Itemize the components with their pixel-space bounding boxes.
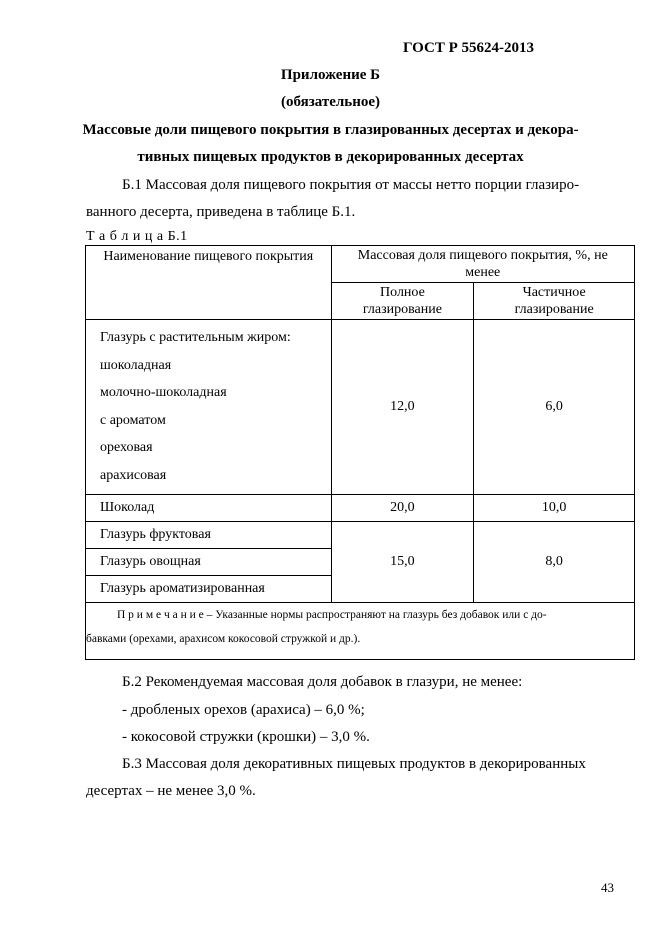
appendix-status: (обязательное) [280,94,381,110]
group1-names [86,320,332,495]
page-number: 43 [601,880,614,895]
table-note-row [86,602,635,659]
standard-number: ГОСТ Р 55624-2013 [402,40,534,56]
list-item: ореховая [100,440,153,456]
table-label: Т а б л и ц а Б.1 [86,229,188,244]
list-item: молочно-шоколадная [100,385,227,401]
header-full-glazing: Полное глазирование [331,283,474,320]
header-mass: Массовая доля пищевого покрытия, %, не менее [331,246,634,283]
group3-item: Глазурь ароматизированная [86,575,332,602]
group3-item: Глазурь овощная [86,548,332,575]
note-prefix: П р и м е ч а н и е [117,608,204,621]
note-text-line2: бавками (орехами, арахисом кокосовой стружкой и др.). [86,632,361,645]
table-row [86,320,635,495]
table-row [86,521,635,548]
list-item: арахисовая [100,467,167,483]
section-b1-line1: Б.1 Массовая доля пищевого покрытия от массы нетто порции глазиро- [122,177,580,193]
appendix-heading-line2: тивных пищевых продуктов в декорированных десертах [137,149,524,165]
coating-table [85,245,635,660]
note-text-line1: – Указанные нормы распространяют на глазурь без добавок или с до- [203,608,547,621]
section-b2-item2: - кокосовой стружки (крошки) – 3,0 %. [122,729,370,745]
group2-name: Шоколад [86,494,332,521]
group2-partial-value: 10,0 [474,494,635,521]
section-b3-line2: десертах – не менее 3,0 %. [86,783,256,799]
group3-item: Глазурь фруктовая [86,521,332,548]
appendix-title: Приложение Б [280,67,381,83]
header-name: Наименование пищевого покрытия [86,246,332,320]
table-note [86,602,635,659]
group3-partial-value: 8,0 [474,521,635,602]
header-partial-glazing: Частичное глазирование [474,283,635,320]
list-item: шоколадная [100,357,172,373]
group1-partial-value: 6,0 [474,320,635,495]
group1-full-value: 12,0 [331,320,474,495]
appendix-heading-line1: Массовые доли пищевого покрытия в глазированных десертах и декора- [82,122,579,138]
section-b2-item1: - дробленых орехов (арахиса) – 6,0 %; [122,702,365,718]
list-item: с ароматом [100,412,166,428]
table-row [86,494,635,521]
group2-full-value: 20,0 [331,494,474,521]
group3-full-value: 15,0 [331,521,474,602]
section-b1-line2: ванного десерта, приведена в таблице Б.1. [86,204,356,220]
list-item: Глазурь с растительным жиром: [100,330,291,345]
section-b3-line1: Б.3 Массовая доля декоративных пищевых продуктов в декорированных [122,756,586,772]
section-b2: Б.2 Рекомендуемая массовая доля добавок в глазури, не менее: [122,674,523,690]
